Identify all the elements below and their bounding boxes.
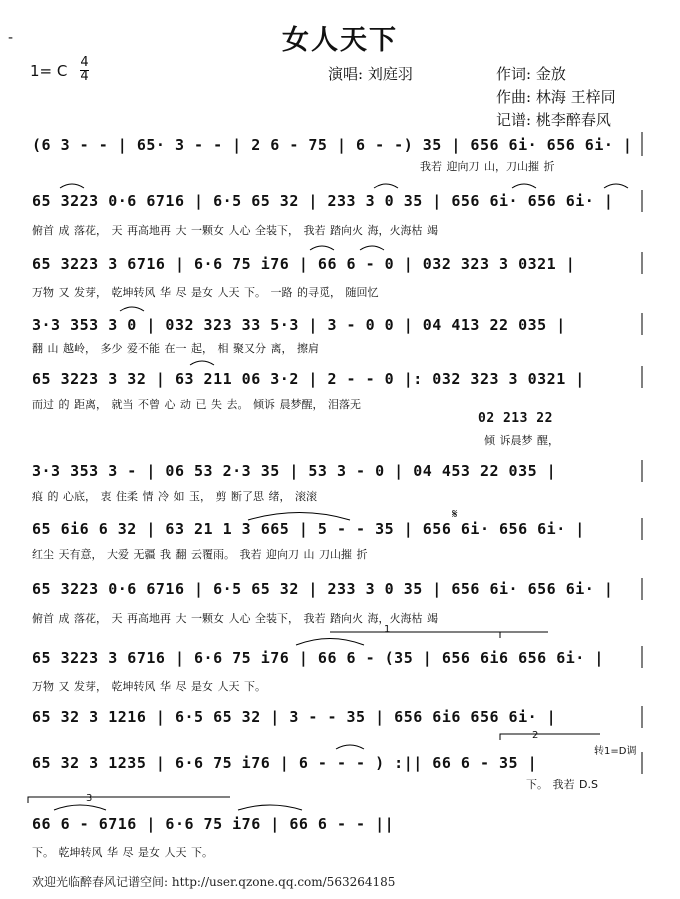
volta-bracket [500,632,548,638]
tie-arc [120,307,144,311]
notation-row: 65 3223 0·6 6716 | 6·5 65 32 | 233 3 0 35 | 656 6i· 656 6i· | [32,580,614,598]
volta-bracket [28,797,230,803]
volta-1-label: 1 [384,624,391,635]
tie-arc [238,805,302,810]
tie-arc [604,184,628,188]
modulation-note: 转1=D调 [594,746,637,757]
segno-sign: 𝄋 [452,507,458,522]
tie-arc [60,184,84,188]
lyric-row: 痕 的 心底， 衷 住柔 情 冷 如 玉， 剪 断了思 绪， 滚滚 [32,490,317,503]
lyric-row: 翻 山 越岭， 多少 爱不能 在一 起， 相 聚又分 离， 擦肩 [32,342,319,355]
lyric-row: 俯首 成 落花， 天 再高地再 大 一颗女 人心 全装下， 我若 踏向火 海，火海枯 竭 [32,224,438,237]
composer-credit: 作曲: 林海 王梓同 [496,88,616,106]
notation-row: 3·3 353 3 - | 06 53 2·3 35 | 53 3 - 0 | 04 453 22 035 | [32,462,557,480]
volta-3-label: 3 [86,793,93,804]
lyric-row: 下。 乾坤转风 华 尽 是女 人天 下。 [32,846,213,859]
lyric-row: 下。 我若 D.S [526,778,598,791]
volta-bracket [500,734,600,740]
notation-row: 65 32 3 1235 | 6·6 75 i76 | 6 - - - ) :|| 66 6 - 35 | [32,754,538,772]
tie-arc [310,246,334,250]
footer-credit: 欢迎光临醉春风记谱空间: http://user.qzone.qq.com/563264185 [32,875,396,889]
notation-row: 3·3 353 3 0 | 032 323 33 5·3 | 3 - 0 0 | 04 413 22 035 | [32,316,566,334]
tie-arc [296,639,364,646]
alt-notation-row: 02 213 22 [478,411,553,426]
tie-arc [336,745,364,749]
time-sig-top: 4 [80,55,89,70]
tie-arc [374,184,398,188]
lyric-row: 俯首 成 落花， 天 再高地再 大 一颗女 人心 全装下， 我若 踏向火 海，火海枯 竭 [32,612,438,625]
notation-row: (6 3 - - | 65· 3 - - | 2 6 - 75 | 6 - -) 35 | 656 6i· 656 6i· | [32,136,633,154]
lyric-row: 而过 的 距离， 就当 不曾 心 动 已 失 去。 倾诉 晨梦醒， 泪落无 [32,398,361,411]
key-signature: 1= C [30,62,68,80]
notation-row: 65 3223 3 6716 | 6·6 75 i76 | 66 6 - (35 | 656 6i6 656 6i· | [32,649,604,667]
lyric-row: 我若 迎向刀 山，刀山摧 折 [420,160,555,173]
lyric-row: 万物 又 发芽， 乾坤转风 华 尽 是女 人天 下。 [32,680,266,693]
lyric-row: 万物 又 发芽， 乾坤转风 华 尽 是女 人天 下。 一路 的寻觅， 随回忆 [32,286,379,299]
tie-arc [512,184,536,188]
song-title: 女人天下 [282,25,398,56]
singer-credit: 演唱: 刘庭羽 [328,65,413,83]
notation-row: 65 3223 3 6716 | 6·6 75 i76 | 66 6 - 0 | 032 323 3 0321 | [32,255,576,273]
transcriber-credit: 记谱: 桃李醉春风 [496,111,611,129]
volta-2-label: 2 [532,730,539,741]
tie-arc [190,361,214,365]
notation-row: 66 6 - 6716 | 6·6 75 i76 | 66 6 - - || [32,815,395,833]
tie-arc [248,513,350,521]
time-sig-bottom: 4 [80,69,89,84]
tie-arc [360,246,384,250]
notation-row: 65 3223 3 32 | 63 211 06 3·2 | 2 - - 0 |: 032 323 3 0321 | [32,370,585,388]
lyricist-credit: 作词: 金放 [496,65,566,83]
notation-row: 65 32 3 1216 | 6·5 65 32 | 3 - - 35 | 656 6i6 656 6i· | [32,708,557,726]
page-dash: - [8,30,14,46]
lyric-row: 红尘 天有意， 大爱 无疆 我 翻 云覆雨。 我若 迎向刀 山 刀山摧 折 [32,548,368,561]
tie-arc [54,805,106,810]
notation-row: 65 6i6 6 32 | 63 21 1 3 665 | 5 - - 35 | 656 6i· 656 6i· | [32,520,585,538]
alt-lyric-row: 倾 诉晨梦 醒， [484,434,559,447]
notation-row: 65 3223 0·6 6716 | 6·5 65 32 | 233 3 0 35 | 656 6i· 656 6i· | [32,192,614,210]
